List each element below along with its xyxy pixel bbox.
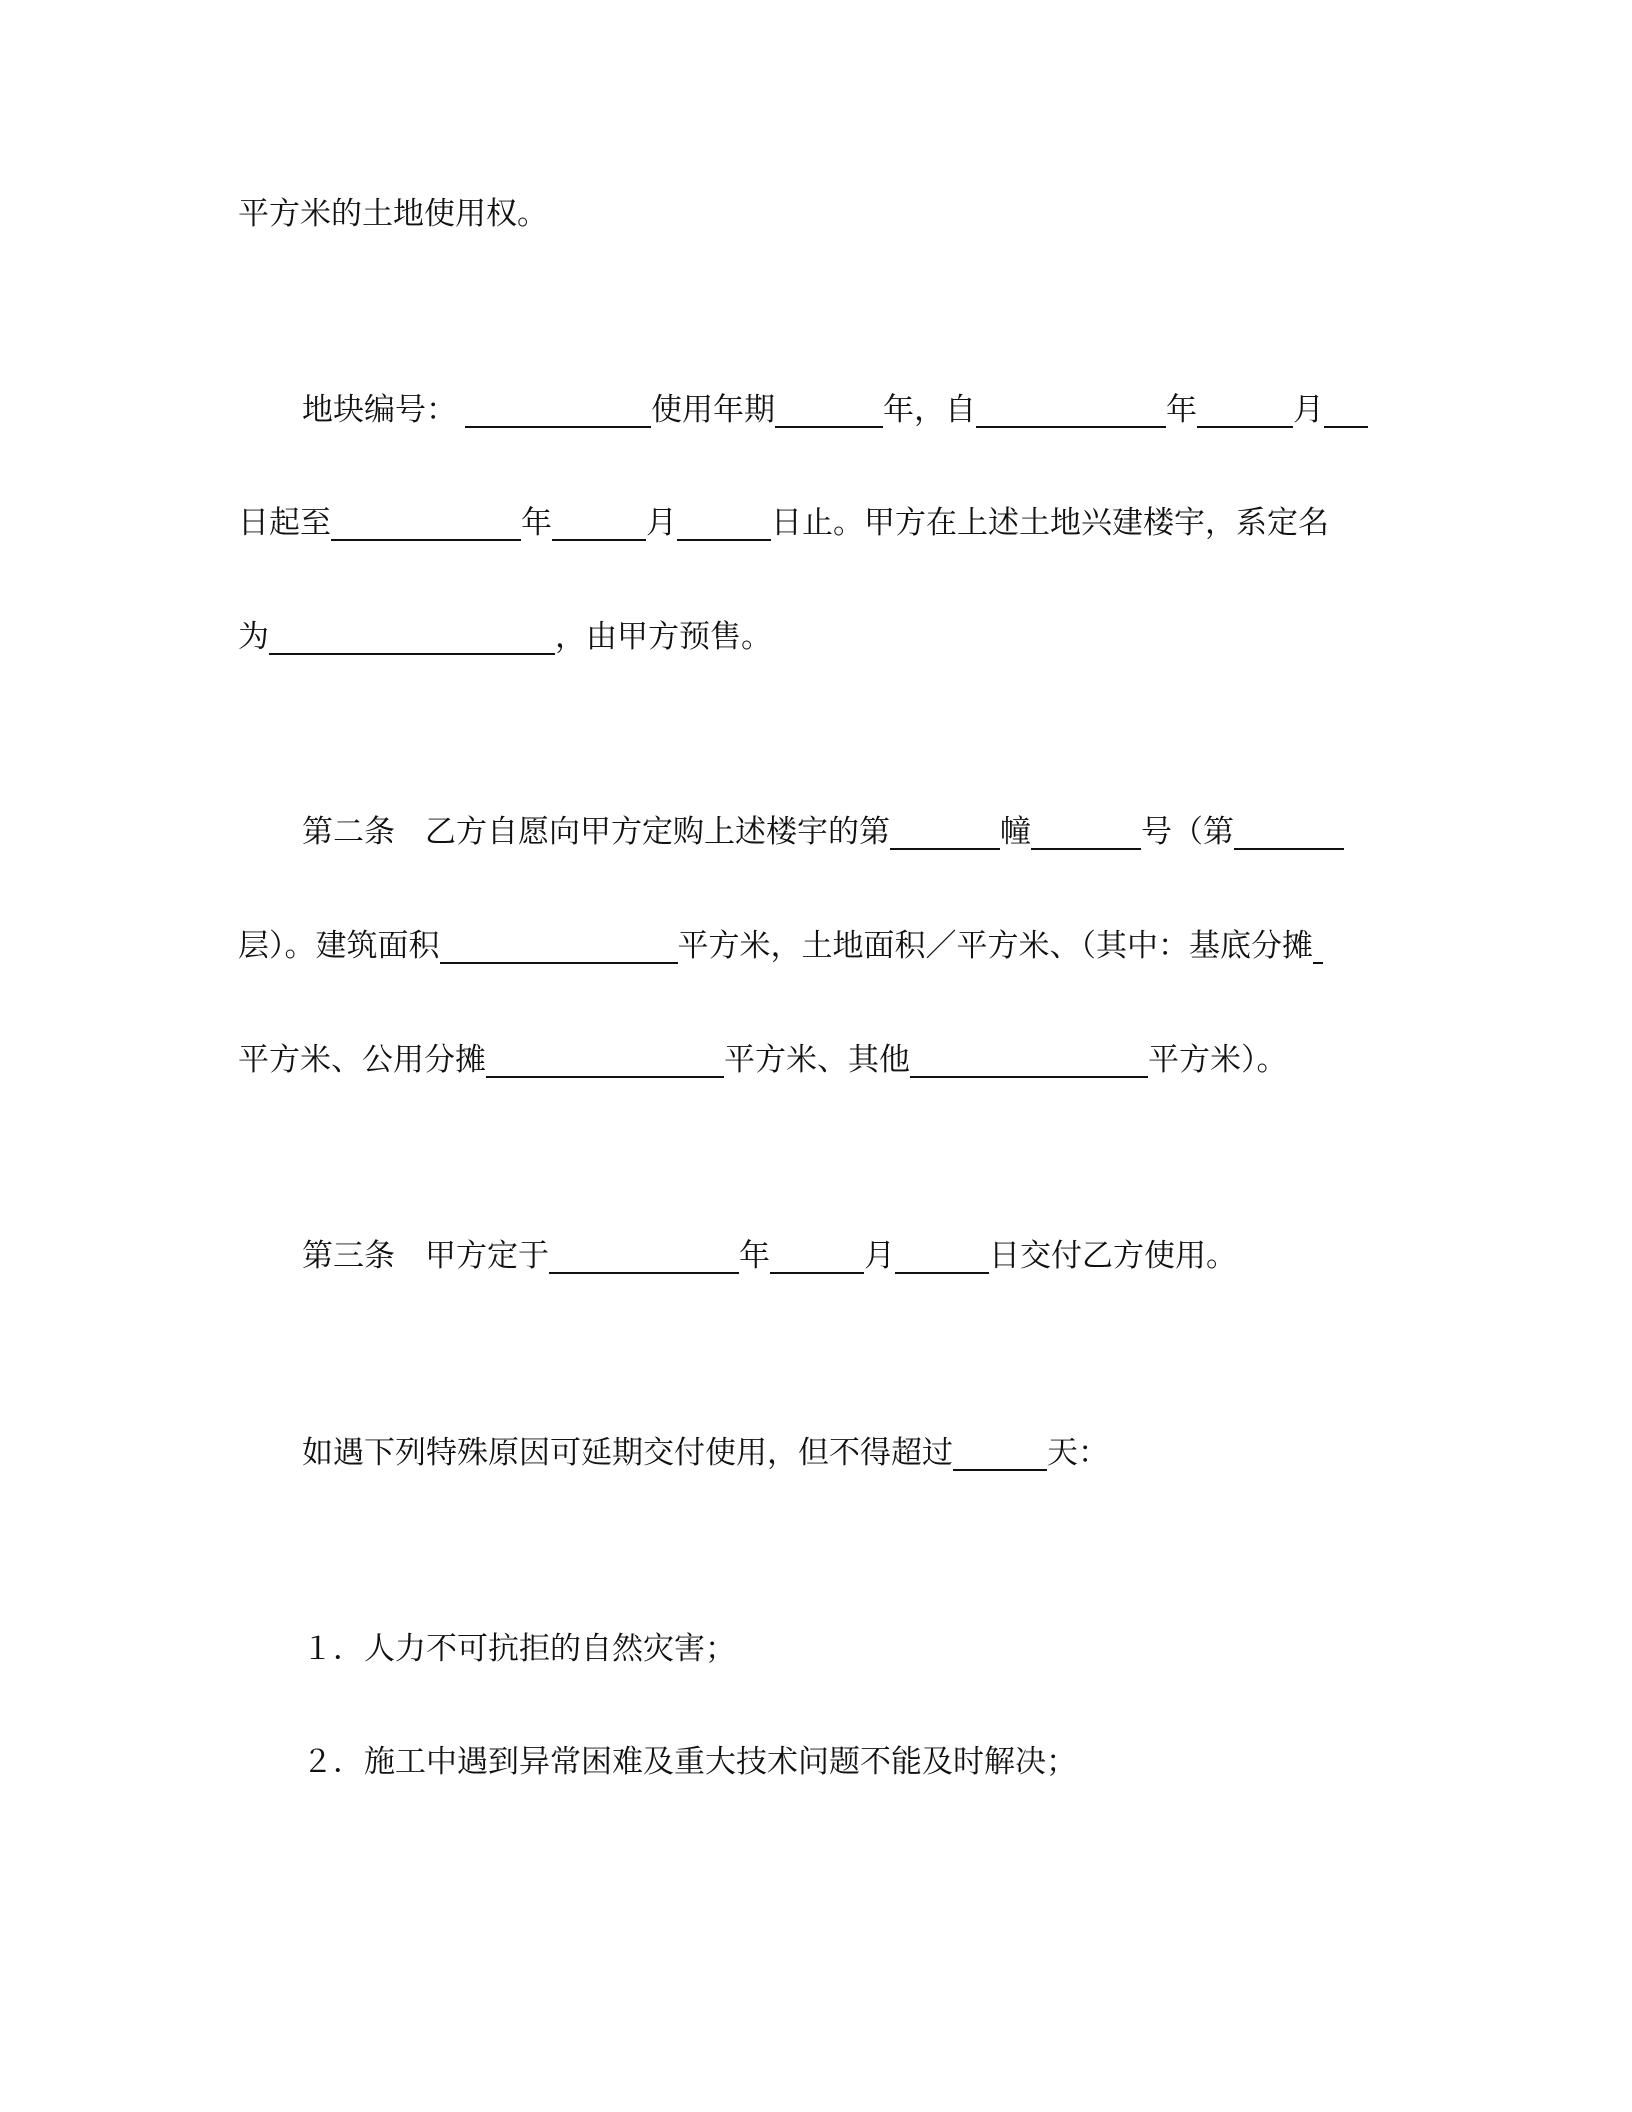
- text-segment: 平方米的土地使用权。: [238, 196, 548, 232]
- fill-blank-delivery-month[interactable]: [770, 1242, 864, 1274]
- fill-blank-parcel-number[interactable]: [465, 396, 651, 428]
- fill-blank-max-delay-days[interactable]: [953, 1439, 1047, 1471]
- fill-blank-unit-number[interactable]: [1031, 818, 1141, 850]
- text-segment: ２．施工中遇到异常困难及重大技术问题不能及时解决；: [302, 1744, 1077, 1780]
- text-segment: 月: [1293, 392, 1324, 428]
- list-item-2: [302, 1742, 1077, 1782]
- fill-blank-term-years[interactable]: [775, 396, 883, 428]
- text-segment: 日止。甲方在上述土地兴建楼宇，系定名: [771, 505, 1329, 541]
- text-segment: 平方米、其他: [724, 1042, 910, 1078]
- text-segment: １．人力不可抗拒的自然灾害；: [302, 1631, 736, 1667]
- fill-blank-start-year[interactable]: [976, 396, 1166, 428]
- fill-blank-floor[interactable]: [1234, 818, 1344, 850]
- paragraph-line-8: [302, 1236, 1237, 1276]
- text-segment: 甲方定于: [425, 1238, 549, 1274]
- list-item-1: [302, 1629, 736, 1669]
- text-segment: 乙方自愿向甲方定购上述楼宇的第: [425, 814, 890, 850]
- text-segment: 月: [646, 505, 677, 541]
- text-segment: 日交付乙方使用。: [989, 1238, 1237, 1274]
- fill-blank-end-month[interactable]: [552, 509, 646, 541]
- text-segment: 年: [1166, 392, 1197, 428]
- text-segment: ，由甲方预售。: [555, 619, 772, 655]
- text-segment: 年: [739, 1238, 770, 1274]
- fill-blank-delivery-day[interactable]: [895, 1242, 989, 1274]
- paragraph-line-3: [238, 503, 1329, 543]
- fill-blank-end-year[interactable]: [331, 509, 521, 541]
- fill-blank-start-month[interactable]: [1197, 396, 1293, 428]
- paragraph-line-7: [238, 1040, 1288, 1080]
- paragraph-line-4: [238, 617, 772, 657]
- text-segment: 天：: [1047, 1435, 1109, 1471]
- fill-blank-other-area[interactable]: [910, 1046, 1148, 1078]
- text-segment: 层）。建筑面积: [238, 928, 440, 964]
- text-segment: 月: [864, 1238, 895, 1274]
- paragraph-line-2: [302, 390, 1368, 430]
- text-segment: 使用年期: [651, 392, 775, 428]
- text-segment: 日起至: [238, 505, 331, 541]
- fill-blank-delivery-year[interactable]: [549, 1242, 739, 1274]
- text-segment: 年，自: [883, 392, 976, 428]
- fill-blank-building-block[interactable]: [890, 818, 1000, 850]
- fill-blank-building-name[interactable]: [269, 623, 555, 655]
- fill-blank-base-share[interactable]: [1313, 932, 1323, 964]
- text-segment: 年: [521, 505, 552, 541]
- paragraph-line-1: [238, 194, 548, 234]
- text-segment: 如遇下列特殊原因可延期交付使用，但不得超过: [302, 1435, 953, 1471]
- paragraph-line-6: [238, 926, 1323, 966]
- fill-blank-end-day[interactable]: [677, 509, 771, 541]
- text-segment: 平方米）。: [1148, 1042, 1288, 1078]
- text-segment: 为: [238, 619, 269, 655]
- text-segment: 地块编号：: [302, 392, 457, 428]
- text-segment: 平方米，土地面积／平方米、（其中：基底分摊: [677, 928, 1313, 964]
- fill-blank-building-area[interactable]: [440, 932, 678, 964]
- text-segment: 号（第: [1141, 814, 1234, 850]
- text-segment: 幢: [1000, 814, 1031, 850]
- paragraph-line-9: [302, 1433, 1109, 1473]
- fill-blank-public-share[interactable]: [486, 1046, 724, 1078]
- article-heading: 第三条: [302, 1238, 395, 1274]
- paragraph-line-5: [302, 812, 1344, 852]
- text-segment: 平方米、公用分摊: [238, 1042, 486, 1078]
- article-heading: 第二条: [302, 814, 395, 850]
- fill-blank-start-day[interactable]: [1324, 396, 1368, 428]
